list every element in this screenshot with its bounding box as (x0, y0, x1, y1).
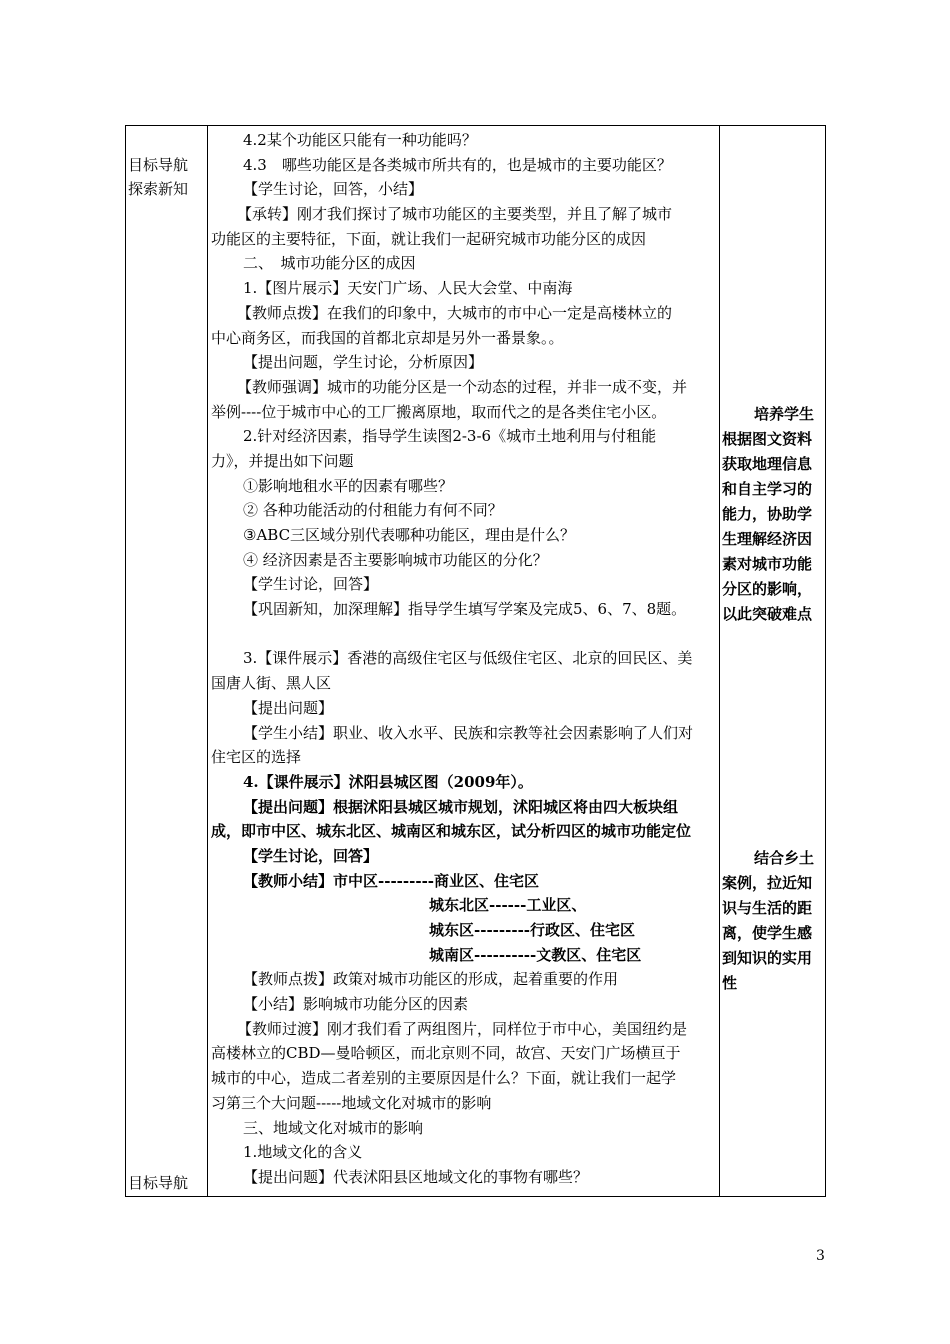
note-line: 识与生活的距 (722, 899, 813, 917)
note-line: 结合乡土 (754, 849, 815, 867)
stage-label-cell (126, 126, 208, 1197)
content-line: 中心商务区，而我国的首都北京却是另外一番景象。。 (211, 328, 564, 347)
content-line: 【承转】刚才我们探讨了城市功能区的主要类型，并且了解了城市 (237, 205, 673, 224)
content-line: 1.地域文化的含义 (243, 1143, 363, 1162)
teaching-content (208, 126, 719, 1190)
content-line: 【提出问题，学生讨论，分析原因】 (243, 353, 484, 372)
content-line: 【学生讨论，回答】 (243, 575, 379, 594)
stage-label-2: 探索新知 (128, 180, 189, 198)
design-intent-note-2 (722, 846, 824, 996)
content-line: 城东北区------工业区、 (429, 896, 587, 915)
content-line: ①影响地租水平的因素有哪些？ (243, 476, 454, 495)
design-intent-note-1 (722, 402, 824, 627)
stage-label-3: 目标导航 (128, 1174, 189, 1192)
content-line: 功能区的主要特征，下面，就让我们一起研究城市功能分区的成因 (211, 229, 647, 248)
content-line: 住宅区的选择 (211, 748, 302, 767)
content-line: 【教师过渡】刚才我们看了两组图片，同样位于市中心，美国纽约是 (237, 1019, 688, 1038)
content-line: 【教师点拨】在我们的印象中，大城市的市中心一定是高楼林立的 (237, 303, 673, 322)
note-line: 离，使学生感 (722, 924, 813, 942)
content-line: 成，即市中区、城东北区、城南区和城东区，试分析四区的城市功能定位 (211, 822, 692, 841)
content-line: 4.3 哪些功能区是各类城市所共有的，也是城市的主要功能区？ (243, 155, 672, 174)
note-line: 分区的影响， (722, 580, 813, 598)
note-line: 获取地理信息 (722, 455, 813, 473)
content-line: 3.【课件展示】香港的高级住宅区与低级住宅区、北京的回民区、美 (243, 649, 693, 668)
content-line: 【小结】影响城市功能分区的因素 (243, 995, 469, 1014)
note-line: 性 (722, 974, 738, 992)
content-line: 2.针对经济因素，指导学生读图2-3-6《城市土地利用与付租能 (243, 427, 657, 446)
content-line: 【教师小结】市中区---------商业区、住宅区 (243, 871, 540, 890)
content-line: 国唐人街、黑人区 (211, 674, 332, 693)
note-line: 根据图文资料 (722, 430, 813, 448)
content-line: 举例----位于城市中心的工厂搬离原地，取而代之的是各类住宅小区。 (211, 402, 667, 421)
content-line: 【学生讨论，回答】 (243, 846, 379, 865)
content-line: 【提出问题】代表沭阳县区地域文化的事物有哪些？ (243, 1167, 589, 1186)
design-intent-cell (720, 126, 826, 1197)
content-line: 城南区----------文教区、住宅区 (429, 945, 642, 964)
page-number: 3 (816, 1248, 825, 1264)
content-line: 高楼林立的CBD—曼哈顿区，而北京则不同，故宫、天安门广场横亘于 (211, 1044, 681, 1063)
content-line: ④ 经济因素是否主要影响城市功能区的分化？ (243, 550, 548, 569)
content-line: ② 各种功能活动的付租能力有何不同？ (243, 501, 503, 520)
content-line: 【教师强调】城市的功能分区是一个动态的过程，并非一成不变，并 (237, 377, 688, 396)
content-line: 1.【图片展示】天安门广场、人民大会堂、中南海 (243, 279, 573, 298)
content-line: 三、地域文化对城市的影响 (243, 1118, 424, 1137)
table-row (126, 126, 826, 1197)
note-line: 案例，拉近知 (722, 874, 813, 892)
content-line: 【教师点拨】政策对城市功能区的形成，起着重要的作用 (243, 970, 619, 989)
content-line: 【提出问题】根据沭阳县城区城市规划，沭阳城区将由四大板块组 (243, 797, 679, 816)
content-line: 城市的中心，造成二者差别的主要原因是什么？下面，就让我们一起学 (211, 1069, 677, 1088)
content-line: 【巩固新知，加深理解】指导学生填写学案及完成5、6、7、8题。 (243, 600, 687, 619)
teaching-content-cell (208, 126, 720, 1197)
note-line: 培养学生 (754, 405, 815, 423)
content-line: ③ABC三区域分别代表哪种功能区，理由是什么？ (243, 526, 576, 544)
content-line: 城东区---------行政区、住宅区 (429, 921, 636, 939)
content-line (211, 622, 716, 647)
content-line: 二、 城市功能分区的成因 (243, 254, 416, 273)
content-line: 习第三个大问题-----地域文化对城市的影响 (211, 1093, 492, 1112)
content-line: 4.2某个功能区只能有一种功能吗？ (243, 131, 477, 149)
content-line: 【学生讨论，回答，小结】 (243, 180, 424, 199)
note-line: 到知识的实用 (722, 949, 813, 967)
note-line: 以此突破难点 (722, 605, 813, 623)
stage-label-1: 目标导航 (128, 156, 189, 174)
content-line: 4.【课件展示】沭阳县城区图（2009年）。 (243, 772, 533, 791)
lesson-plan-table (125, 125, 826, 1197)
note-line: 和自主学习的 (722, 480, 813, 498)
note-line: 生理解经济因 (722, 530, 813, 548)
note-line: 素对城市功能 (722, 555, 813, 573)
content-line: 【学生小结】职业、收入水平、民族和宗教等社会因素影响了人们对 (243, 723, 694, 742)
content-line: 力》，并提出如下问题 (211, 451, 354, 470)
note-line: 能力，协助学 (722, 505, 813, 523)
content-line: 【提出问题】 (243, 698, 334, 717)
